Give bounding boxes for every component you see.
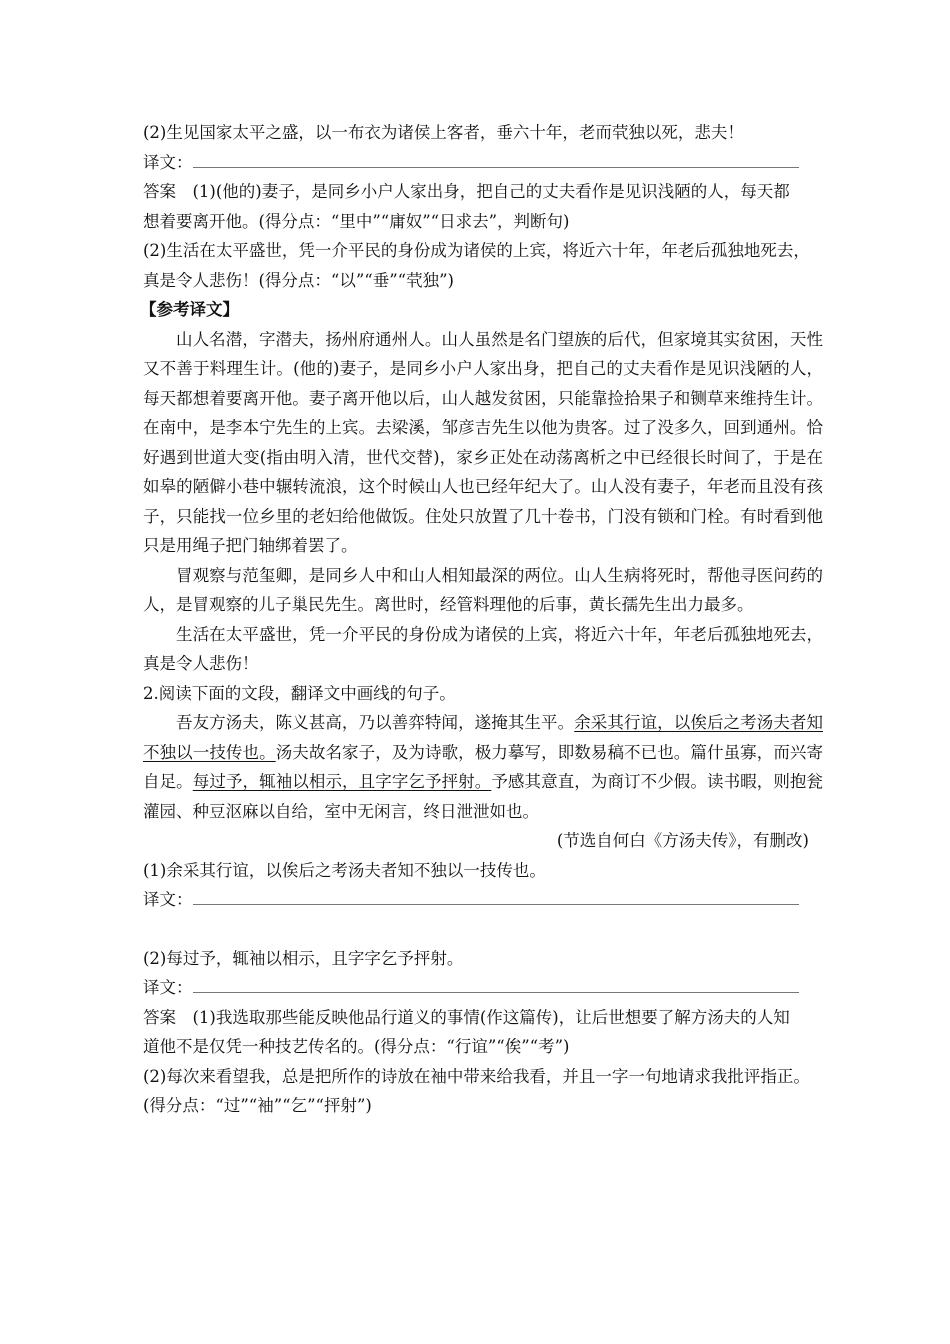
reference-heading: 【参考译文】: [140, 300, 239, 319]
underlined-sentence-1: 余采其行谊，以俟后之考汤夫者知不独以一技传也。: [143, 713, 824, 762]
passage-text-c: 予感其意直，为商订不少假。读书暇，则抱瓮灌园、种豆沤麻以自给，室中无闲言，终日泄泄如也。: [143, 772, 824, 821]
passage-text-a: 吾友方汤夫，陈义甚高，乃以善弈特闻，遂掩其生平。: [176, 713, 575, 732]
passage-source: (节选自何白《方汤夫传》，有删改): [556, 831, 809, 850]
sub-question-1: (1)余采其行谊，以俟后之考汤夫者知不独以一技传也。: [143, 860, 546, 880]
question-2-title: 2.阅读下面的文段，翻译文中画线的句子。: [143, 683, 456, 703]
reference-para-2: 冒观察与范玺卿，是同乡人中和山人相知最深的两位。山人生病将死时，帮他寻医问药的人，是冒观察的儿子巢民先生。离世时，经管料理他的后事，黄长孺先生出力最多。: [143, 565, 823, 614]
reference-para-1: 山人名潜，字潜夫，扬州府通州人。山人虽然是名门望族的后代，但家境其实贫困，天性又不善于料理生计。(他的)妻子，是同乡小户人家出身，把自己的丈夫看作是见识浅陋的人，每天都想着要离开他。妻子离开他以后，山人越发贫困，只能靠捡拾果子和铡草来维持生计。在南中，是李本宁先生的上宾。去梁溪，邹彦吉先生以他为贵客。过了没多久，回到通州。恰好遇到世道大变(指由明入清，世代交替)，家乡正处在动荡离析之中已经很长时间了，于是在如皋的陋僻小巷中辗转流浪，这个时候山人也已经年纪大了。山人没有妻子，年老而且没有孩子，只能找一位乡里的老妇给他做饭。住处只放置了几十卷书，门没有锁和门栓。有时看到他只是用绳子把门轴绑着罢了。: [143, 329, 823, 555]
answer-1: [143, 177, 823, 207]
answer-blank-line[interactable]: [193, 890, 799, 905]
q2-answer-2-line1: (2)每次来看望我，总是把所作的诗放在袖中带来给我看，并且一字一句地请求我批评指正。: [143, 1066, 810, 1086]
spacer: [143, 915, 823, 944]
q2-answer-2-line2: (得分点：“过”“袖”“乞”“抨射”): [143, 1096, 372, 1115]
document-content: [140, 118, 824, 1121]
translation-label: 译文：: [143, 890, 193, 909]
translation-label: 译文：: [143, 978, 193, 997]
q2-answer-1-line1: (1)我选取那些能反映他品行道义的事情(作这篇传)，让后世想要了解方汤夫的人知: [192, 1007, 790, 1027]
translation-line: [143, 973, 823, 1003]
answer-2-line1: (2)生活在太平盛世，凭一介平民的身份成为诸侯的上宾，将近六十年，年老后孤独地死去，: [143, 241, 810, 260]
reference-para-3: 生活在太平盛世，凭一介平民的身份成为诸侯的上宾，将近六十年，年老后孤独地死去，真是令人悲伤！: [143, 624, 823, 673]
q2-answer-1: [143, 1003, 823, 1033]
translation-line: [143, 148, 823, 178]
sub-question-2: (2)每过予，辄袖以相示，且字字乞予抨射。: [143, 948, 464, 968]
q2-answer-1-line2: 道他不是仅凭一种技艺传名的。(得分点：“行谊”“俟”“考”): [143, 1037, 570, 1056]
answer-blank-line[interactable]: [193, 978, 799, 993]
translation-line: [143, 885, 823, 915]
answer-2-line2: 真是令人悲伤！(得分点：“以”“垂”“茕独”): [143, 270, 454, 290]
answer-label: 答案: [143, 182, 176, 201]
q2-prompt: (2)生见国家太平之盛，以一布衣为诸侯上客者，垂六十年，老而茕独以死，悲夫！: [143, 123, 744, 142]
question-2-passage: [143, 708, 823, 826]
answer-1-line1: (1)(他的)妻子，是同乡小户人家出身，把自己的丈夫看作是见识浅陋的人，每天都: [192, 182, 790, 201]
answer-label: 答案: [143, 1007, 176, 1027]
translation-label: 译文：: [143, 152, 193, 172]
answer-blank-line[interactable]: [193, 153, 799, 168]
passage-text-b: 汤夫故名家子，及为诗歌，极力摹写，即数易稿不已也。篇什虽寡，而兴寄自足。: [143, 742, 824, 791]
answer-1-line2: 想着要离开他。(得分点：“里中”“庸奴”“日求去”，判断句): [143, 211, 570, 231]
underlined-sentence-2: 每过予，辄袖以相示，且字字乞予抨射。: [192, 772, 492, 791]
